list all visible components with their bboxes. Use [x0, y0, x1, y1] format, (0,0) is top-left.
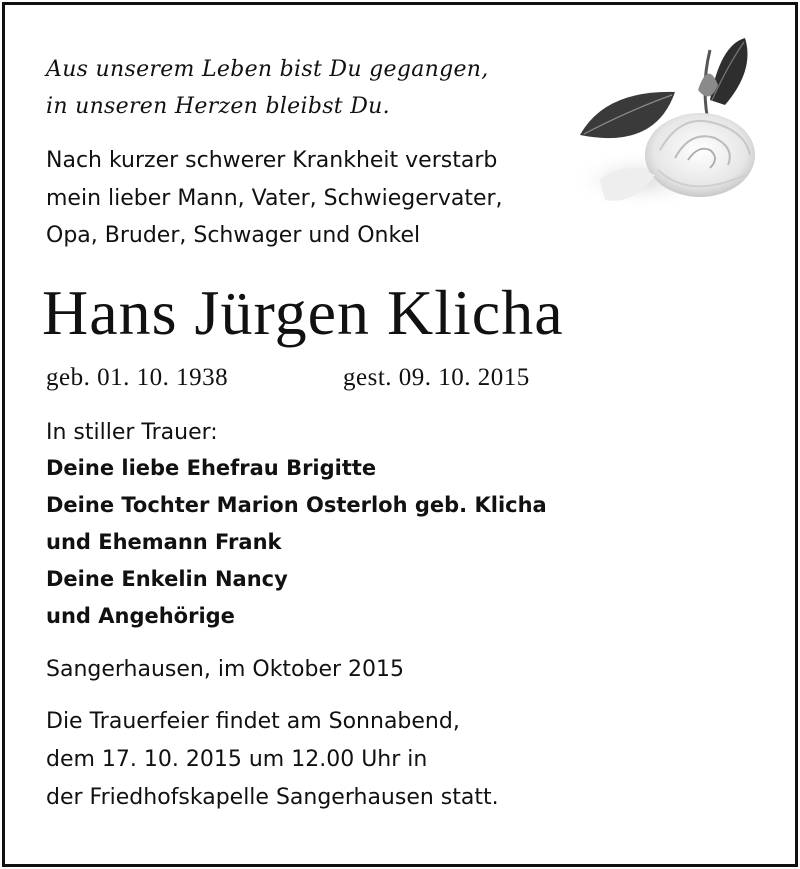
funeral-line-1: Die Trauerfeier findet am Sonnabend, — [46, 709, 460, 734]
mourner-line: Deine liebe Ehefrau Brigitte — [46, 456, 377, 480]
deceased-name: Hans Jürgen Klicha — [42, 277, 564, 348]
mourner-line: und Ehemann Frank — [46, 530, 282, 554]
intro-line-1: Nach kurzer schwerer Krankheit verstarb — [46, 148, 498, 173]
intro-line-2: mein lieber Mann, Vater, Schwiegervater, — [46, 186, 503, 211]
intro-line-3: Opa, Bruder, Schwager und Onkel — [46, 223, 421, 248]
mourner-line: Deine Tochter Marion Osterloh geb. Klicha — [46, 493, 547, 517]
mourner-line: und Angehörige — [46, 604, 235, 628]
quote-line-1: Aus unserem Leben bist Du gegangen, — [46, 57, 489, 82]
funeral-line-2: dem 17. 10. 2015 um 12.00 Uhr in — [46, 747, 428, 772]
death-date: gest. 09. 10. 2015 — [343, 364, 530, 391]
birth-date: geb. 01. 10. 1938 — [46, 364, 229, 391]
quote-line-2: in unseren Herzen bleibst Du. — [46, 94, 390, 119]
mourners-heading: In stiller Trauer: — [46, 420, 218, 445]
rose-icon — [560, 30, 792, 220]
mourner-line: Deine Enkelin Nancy — [46, 567, 288, 591]
funeral-line-3: der Friedhofskapelle Sangerhausen statt. — [46, 785, 499, 810]
place-date: Sangerhausen, im Oktober 2015 — [46, 657, 405, 682]
